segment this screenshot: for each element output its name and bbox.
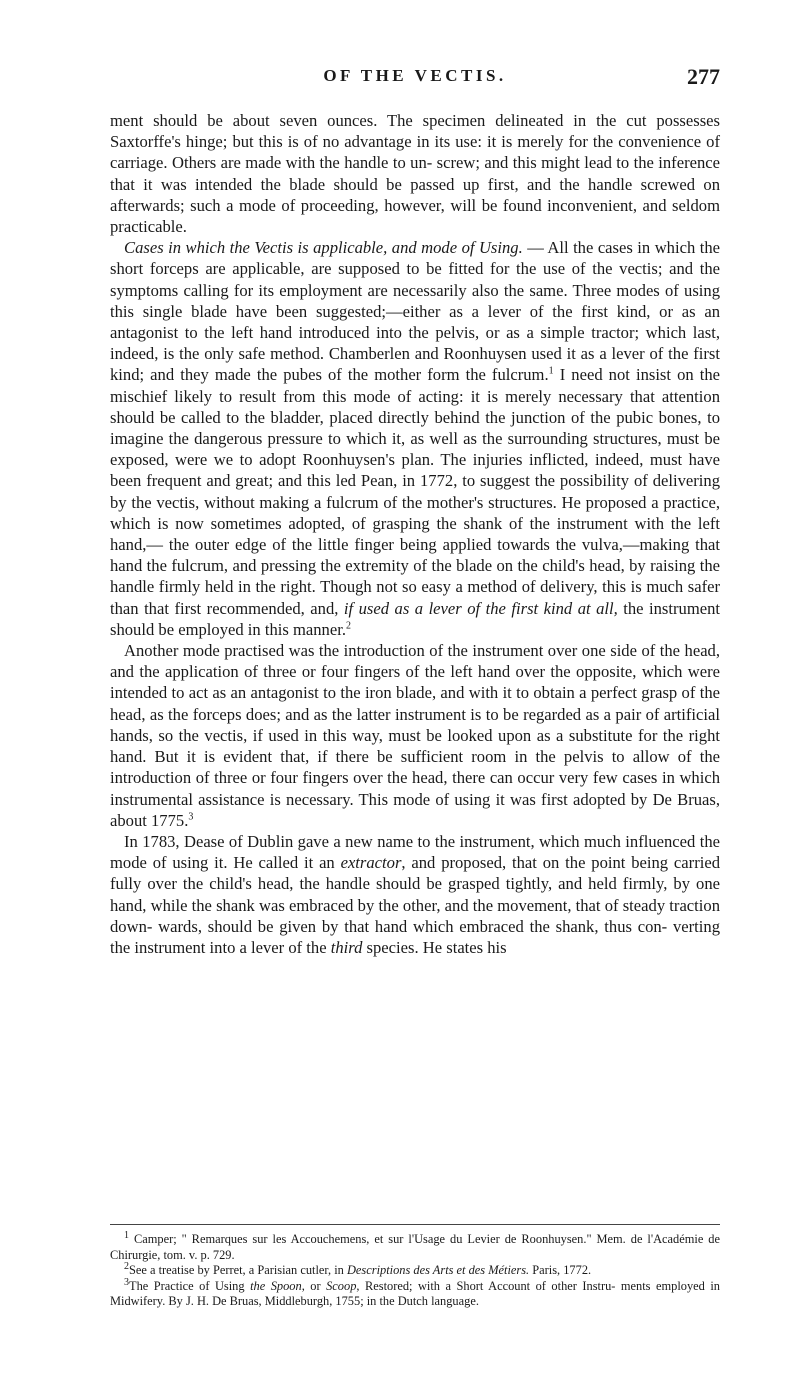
paragraph-text: , and proposed, that on the point being carried fully over the child's head, the handle should be grasped tightly, and held firmly, by one hand, while the shank was embraced by the other, and the movement, that of steady traction down- wards, should be given by that hand which embraced the shank, thus con- verting the instrument into a lever of the xyxy=(110,853,720,957)
footnote-text: Paris, 1772. xyxy=(529,1263,592,1278)
footnote-ref-1: 1 xyxy=(548,365,554,377)
paragraph-cases xyxy=(110,237,720,640)
paragraph-dease xyxy=(110,831,720,958)
paragraph-text: — All the cases in which the short forceps are applicable, are supposed to be fitted for the use of the vectis; and the symptoms calling for its employment are necessarily also the same. Three modes of using this single blade have been suggested;—either as a lever of the first kind, or as an antagonist to the left hand introduced into the pelvis, or as a simple tractor; which last, indeed, is the only safe method. Chamberlen and Roonhuysen used it as a lever of the first kind; and they made the pubes of the mother form the fulcrum. xyxy=(110,238,720,385)
emphasis-text: Scoop xyxy=(326,1278,357,1293)
footnote-text: , Restored; with a Short Account of other Instru- ments employed in Midwifery. By J. H. De Bruas, Middleburgh, 1755; in the Dutch language. xyxy=(110,1278,720,1309)
emphasis-text: third xyxy=(330,937,363,957)
footnote-text: Camper; " Remarques sur les Accouchemens, et sur l'Usage du Levier de Roonhuysen." Mem. de l'Académie de Chirurgie, tom. v. p. 729. xyxy=(110,1232,720,1262)
footnote-divider xyxy=(110,1224,720,1225)
footnote-1 xyxy=(110,1229,720,1263)
paragraph-text: Another mode practised was the introduction of the instrument over one side of the head, and the application of three or four fingers of the left hand over the opposite, which were intended to act as an antagonist to the iron blade, and with it to obtain a perfect grasp of the head, as the forceps does; and as the latter instrument is to be regarded as a pair of artificial hands, so the vectis, if used in this way, must be looked upon as a substitute for the right hand. But it is evident that, if there be sufficient room in the pelvis to allow of the introduction of three or four fingers over the head, there can occur very few cases in which instrumental assistance is necessary. This mode of using it was first adopted by De Bruas, about 1775. xyxy=(110,641,720,830)
emphasis-text: the Spoon xyxy=(250,1278,302,1293)
paragraph-text: I need not insist on the mischief likely to result from this mode of acting: it is merely necessary that attention should be called to the bladder, placed directly behind the junction of the pubic bones, to imagine the dangerous pressure to which it, as well as the surrounding structures, must be exposed, were we to adopt Roonhuysen's plan. The injuries inflicted, indeed, must have been frequent and great; and this led Pean, in 1772, to suggest the possibility of delivering by the vectis, without making a fulcrum of the mother's structures. He proposed a practice, which is now sometimes adopted, of grasping the shank of the instrument with the left hand,— the outer edge of the little finger being applied towards the vulva,—making that hand the fulcrum, and pressing the extremity of the blade on the child's head, by raising the handle firmly held in the right. Though not so easy a method of delivery, this is much safer than that first recommended, and, xyxy=(110,365,720,618)
footnote-text: See a treatise by Perret, a Parisian cutler, in xyxy=(129,1263,347,1278)
footnote-text: The Practice of Using xyxy=(129,1278,251,1293)
emphasis-text: if used as a lever of the first kind at all, xyxy=(343,598,618,618)
main-text xyxy=(110,110,720,958)
section-run-in-heading: Cases in which the Vectis is applicable, and mode of Using. xyxy=(124,238,523,258)
paragraph-text: In 1783, Dease of Dublin gave a new name to the instrument, which much influenced the mode of using it. He called it an xyxy=(110,831,720,873)
footnote-ref-3: 3 xyxy=(188,811,194,823)
footnote-ref-2: 2 xyxy=(345,620,351,632)
paragraph-text: the instrument should be employed in this manner. xyxy=(110,598,721,639)
emphasis-text: extractor xyxy=(340,853,402,873)
paragraph-text: ment should be about seven ounces. The specimen delineated in the cut possesses Saxtorffe's hinge; but this is of no advantage in its use: it is merely for the convenience of carriage. Others are made with the handle to un- screw; and this might lead to the inference that it was intended the blade should be passed up first, and the handle screwed on afterwards; such a mode of proceeding, however, will be found inconvenient, and seldom practicable. xyxy=(110,111,720,237)
page-header xyxy=(110,66,720,96)
paragraph-text: species. He states his xyxy=(362,937,507,957)
emphasis-text: Descriptions des Arts et des Métiers. xyxy=(346,1263,530,1278)
footnote-mark: 1 xyxy=(124,1229,129,1241)
running-head: OF THE VECTIS. xyxy=(323,66,507,85)
footnotes xyxy=(110,1229,720,1310)
page-number: 277 xyxy=(687,64,720,89)
footnote-2 xyxy=(110,1263,720,1279)
footnote-3 xyxy=(110,1276,720,1310)
footnote-text: , or xyxy=(301,1278,327,1293)
footnote-mark: 3 xyxy=(124,1276,129,1288)
paragraph-another-mode xyxy=(110,640,720,831)
paragraph-continued xyxy=(110,110,720,237)
footnote-mark: 2 xyxy=(124,1261,129,1273)
